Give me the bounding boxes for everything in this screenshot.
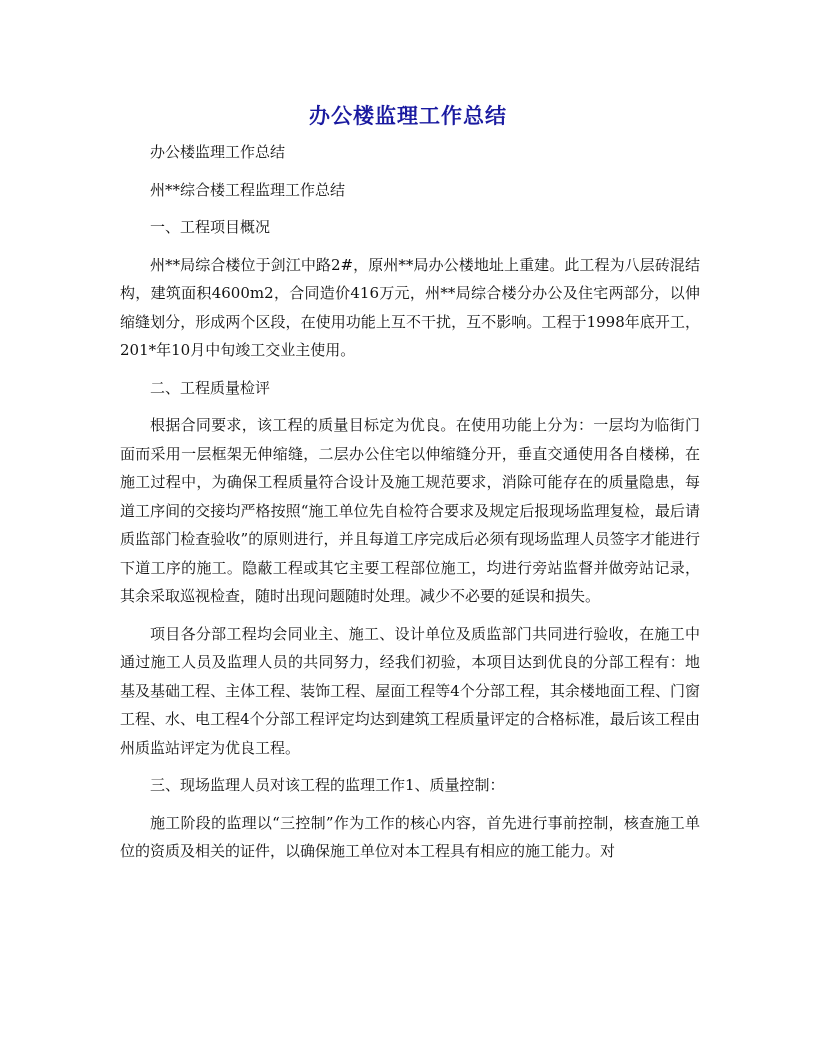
paragraph-subtitle: 办公楼监理工作总结	[150, 143, 286, 161]
document-title: 办公楼监理工作总结	[309, 103, 507, 128]
paragraph-supervision: 施工阶段的监理以“三控制”作为工作的核心内容，首先进行事前控制，核查施工单位的资质及相关的证件，以确保施工单位对本工程具有相应的施工能力。对	[120, 813, 700, 860]
paragraph-overview: 州**局综合楼位于剑江中路2#，原州**局办公楼地址上重建。此工程为八层砖混结构，建筑面积4600m2，合同造价416万元，州**局综合楼分办公及住宅两部分，以伸缩缝划分，形成两个区段，在使用功能上互不干扰，互不影响。工程于1998年底开工，201*年10月中旬竣工交业主使用。	[120, 255, 700, 359]
section-heading-overview: 一、工程项目概况	[150, 218, 271, 236]
paragraph-quality: 根据合同要求，该工程的质量目标定为优良。在使用功能上分为：一层均为临街门面而采用一层框架无伸缩缝，二层办公住宅以伸缩缝分开，垂直交通使用各自楼梯，在施工过程中，为确保工程质量符合设计及施工规范要求，消除可能存在的质量隐患，每道工序间的交接均严格按照“施工单位先自检符合要求及规定后报现场监理复检，最后请质监部门检查验收”的原则进行，并且每道工序完成后必须有现场监理人员签字才能进行下道工序的施工。隐蔽工程或其它主要工程部位施工，均进行旁站监督并做旁站记录，其余采取巡视检查，随时出现问题随时处理。减少不必要的延误和损失。	[120, 416, 700, 605]
document-body	[120, 138, 700, 875]
paragraph-acceptance: 项目各分部工程均会同业主、施工、设计单位及质监部门共同进行验收，在施工中通过施工人员及监理人员的共同努力，经我们初验，本项目达到优良的分部工程有：地基及基础工程、主体工程、装饰工程、屋面工程等4个分部工程，其余楼地面工程、门窗工程、水、电工程4个分部工程评定均达到建筑工程质量评定的合格标准，最后该工程由州质监站评定为优良工程。	[120, 624, 700, 757]
section-heading-quality: 二、工程质量检评	[150, 378, 271, 397]
section-heading-supervision: 三、现场监理人员对该工程的监理工作1、质量控制：	[150, 776, 505, 794]
paragraph-project-title: 州**综合楼工程监理工作总结	[150, 180, 346, 199]
